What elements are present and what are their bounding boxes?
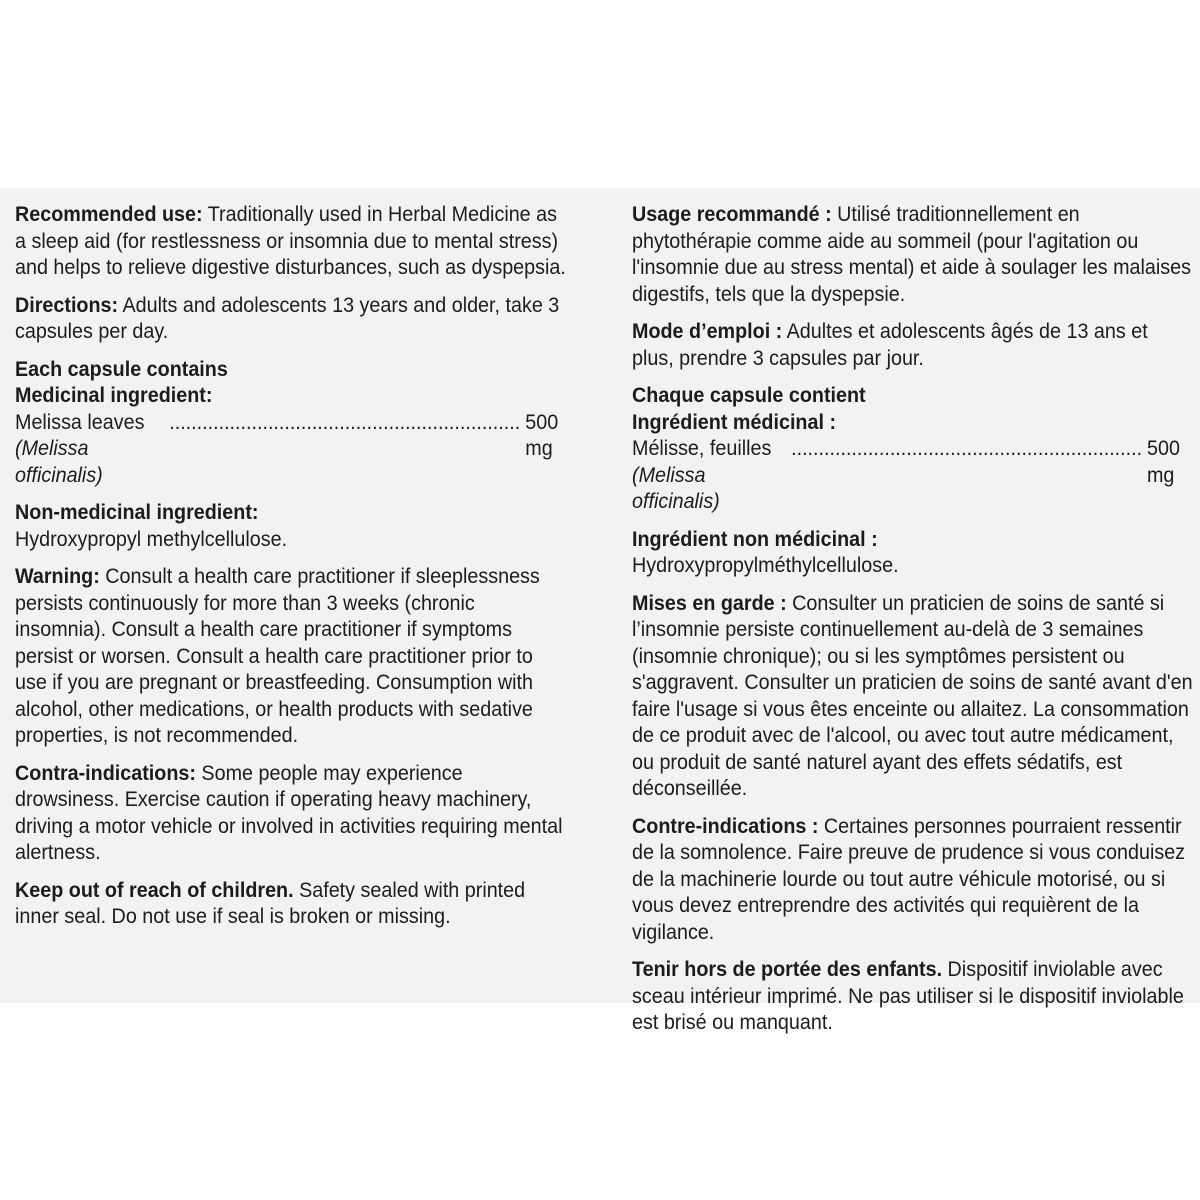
directions-text: Adults and adolescents 13 years and older, take 3 capsules per day. xyxy=(15,293,560,343)
english-column xyxy=(15,202,570,931)
ingredient-latin-name: (Melissa officinalis) xyxy=(15,437,103,487)
french-column xyxy=(632,202,1194,1037)
contre-indications-section xyxy=(632,814,1194,947)
contra-indications-label: Contra-indications: xyxy=(15,761,196,785)
warning-label: Warning: xyxy=(15,565,100,588)
ingredient-medicinal-row xyxy=(632,436,1180,516)
directions-section xyxy=(15,293,570,346)
warning-section xyxy=(15,564,570,750)
mode-emploi-section xyxy=(632,319,1194,372)
tenir-hors-portee-text: Dispositif inviolable avec sceau intérieur imprimé. Ne pas utiliser si le dispositif inviolable est brisé ou manquant. xyxy=(632,958,1184,1034)
dot-leader xyxy=(791,436,1143,463)
tenir-hors-portee-label: Tenir hors de portée des enfants. xyxy=(632,958,943,981)
mode-emploi-label: Mode d’emploi : xyxy=(632,320,783,343)
keep-out-section xyxy=(15,878,570,931)
medicinal-ingredient-row xyxy=(15,410,558,490)
non-medicinal-heading: Non-medicinal ingredient: xyxy=(15,501,259,524)
medicinal-ingredient-heading: Medicinal ingredient: xyxy=(15,384,213,407)
usage-recommande-text: Utilisé traditionnellement en phytothérapie comme aide au sommeil (pour l'agitation ou l'insomnie due au stress mental) et aide à soulager les malaises digestifs, tels que la dyspepsie. xyxy=(632,203,1191,306)
directions-label: Directions: xyxy=(15,293,119,317)
contre-indications-text: Certaines personnes pourraient ressentir de la somnolence. Faire preuve de prudence si vous conduisez de la machinerie lourde ou tout autre véhicule motorisé, ou si vous devez entreprendre des activités qui requièrent de la vigilance. xyxy=(632,814,1186,944)
recommended-use-section xyxy=(15,202,570,282)
ingredient-nom: Mélisse, feuilles (Melissa officinalis) xyxy=(632,437,772,513)
contre-indications-label: Contre-indications : xyxy=(632,814,819,838)
warning-text: Consult a health care practitioner if sleeplessness persists continuously for more than 3 weeks (chronic insomnia). Consult a health care practitioner if symptoms persist or worsen. Consult a health care practitioner prior to use if you are pregnant or breastfeeding. Consumption with alcohol, other medications, or health products with sedative properties, is not recommended. xyxy=(15,565,540,747)
ingredient-amount: 500 mg xyxy=(525,410,559,460)
ingredient-name: Melissa leaves (Melissa officinalis) xyxy=(15,410,145,487)
mises-en-garde-section xyxy=(632,591,1194,803)
tenir-hors-portee-section xyxy=(632,957,1194,1037)
mode-emploi-text: Adultes et adolescents âgés de 13 ans et plus, prendre 3 capsules par jour. xyxy=(632,320,1148,370)
each-capsule-heading: Each capsule contains xyxy=(15,357,228,381)
ingredient-nom-latin: (Melissa officinalis) xyxy=(632,463,720,513)
product-label-panel xyxy=(0,188,1200,1034)
ingredient-non-medicinal-heading: Ingrédient non médicinal : xyxy=(632,527,878,551)
ingredient-non-medicinal-text: Hydroxypropylméthylcellulose. xyxy=(632,554,899,577)
ingredient-medicinal-heading: Ingrédient médicinal : xyxy=(632,410,837,434)
dot-leader xyxy=(169,410,521,437)
usage-recommande-label: Usage recommandé : xyxy=(632,203,832,226)
ingredient-quantite: 500 mg xyxy=(1146,437,1180,487)
keep-out-text: Safety sealed with printed inner seal. Do not use if seal is broken or missing. xyxy=(15,878,526,928)
non-medicinal-text: Hydroxypropyl methylcellulose. xyxy=(15,527,288,551)
contra-indications-text: Some people may experience drowsiness. Exercise caution if operating heavy machinery, driving a motor vehicle or involved in activities requiring mental alertness. xyxy=(15,761,563,864)
mises-en-garde-label: Mises en garde : xyxy=(632,591,787,615)
mises-en-garde-text: Consulter un praticien de soins de santé si l’insomnie persiste continuellement au-delà de 3 semaines (insomnie chronique); ou si les symptômes persistent ou s'aggravent. Consulter un praticien de soins de santé avant d'en faire l'usage si vous êtes enceinte ou allaitez. La consommation de ce produit avec de l'alcool, ou avec tout autre médicament, ou produit de santé naturel ayant des effets sédatifs, est déconseillée. xyxy=(632,591,1193,800)
keep-out-label: Keep out of reach of children. xyxy=(15,878,294,902)
chaque-capsule-heading: Chaque capsule contient xyxy=(632,384,866,407)
usage-recommande-section xyxy=(632,202,1194,308)
recommended-use-label: Recommended use: xyxy=(15,203,203,226)
contra-indications-section xyxy=(15,761,570,867)
recommended-use-text: Traditionally used in Herbal Medicine as a sleep aid (for restlessness or insomnia due to mental stress) and helps to relieve digestive disturbances, such as dyspepsia. xyxy=(15,203,566,279)
